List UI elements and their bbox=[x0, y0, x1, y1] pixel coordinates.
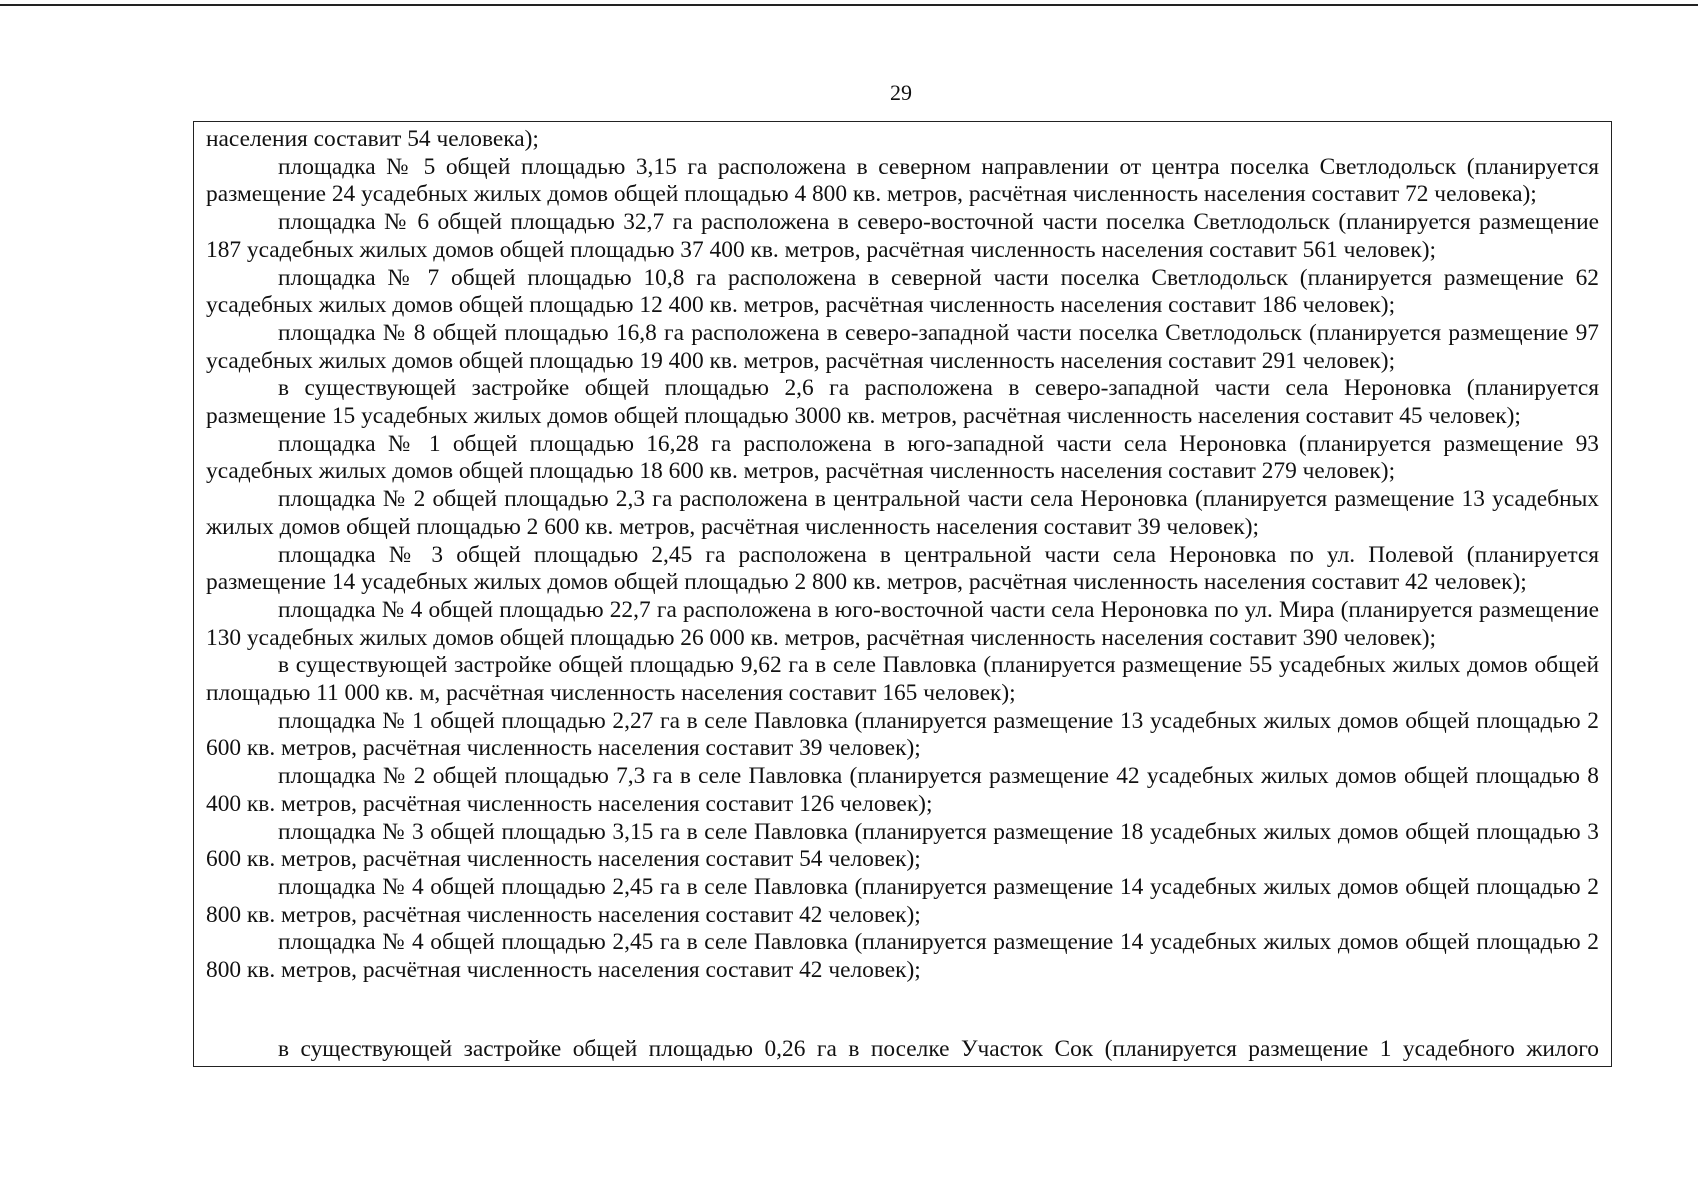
paragraph: площадка № 4 общей площадью 2,45 га в селе Павловка (планируется размещение 14 усадебных жилых домов общей площадью 2 800 кв. метров, расчётная численность населения составит 42 человек); bbox=[206, 873, 1599, 928]
paragraph: населения составит 54 человека); bbox=[206, 126, 539, 152]
paragraph-continued: в существующей застройке общей площадью 0,26 га в поселке Участок Сок (планируется размещение 1 усадебного жилого bbox=[278, 1036, 1599, 1063]
paragraph: в существующей застройке общей площадью 9,62 га в селе Павловка (планируется размещение 55 усадебных жилых домов общей площадью 11 000 кв. м, расчётная численность населения составит 165 человек); bbox=[206, 652, 1599, 707]
page-number: 29 bbox=[890, 80, 912, 105]
paragraph: площадка № 6 общей площадью 32,7 га расположена в северо-восточной части поселка Светлодольск (планируется размещение 187 усадебных жилых домов общей площадью 37 400 кв. метров, расчётная численность населения составит 561 человек); bbox=[206, 209, 1599, 263]
paragraph: площадка № 3 общей площадью 3,15 га в селе Павловка (планируется размещение 18 усадебных жилых домов общей площадью 3 600 кв. метров, расчётная численность населения составит 54 человек); bbox=[206, 818, 1599, 873]
paragraph: в существующей застройке общей площадью 2,6 га расположена в северо-западной части села Нероновка (планируется размещение 15 усадебных жилых домов общей площадью 3000 кв. метров, расчётная численность населения составит 45 человек); bbox=[206, 375, 1599, 430]
paragraph: площадка № 7 общей площадью 10,8 га расположена в северной части поселка Светлодольск (планируется размещение 62 усадебных жилых домов общей площадью 12 400 кв. метров, расчётная численность населения составит 186 человек); bbox=[206, 264, 1599, 319]
text-block bbox=[206, 126, 1599, 985]
paragraph: площадка № 8 общей площадью 16,8 га расположена в северо-западной части поселка Светлодольск (планируется размещение 97 усадебных жилых домов общей площадью 19 400 кв. метров, расчётная численность населения составит 291 человек); bbox=[206, 319, 1599, 374]
text-frame bbox=[193, 121, 1612, 1067]
paragraph: площадка № 1 общей площадью 2,27 га в селе Павловка (планируется размещение 13 усадебных жилых домов общей площадью 2 600 кв. метров, расчётная численность населения составит 39 человек); bbox=[206, 707, 1599, 762]
paragraph: площадка № 5 общей площадью 3,15 га расположена в северном направлении от центра поселка Светлодольск (планируется размещение 24 усадебных жилых домов общей площадью 4 800 кв. метров, расчётная численность населения составит 72 человека); bbox=[206, 153, 1599, 208]
paragraph: площадка № 4 общей площадью 22,7 га расположена в юго-восточной части села Нероновка по ул. Мира (планируется размещение 130 усадебных жилых домов общей площадью 26 000 кв. метров, расчётная численность населения составит 390 человек); bbox=[206, 596, 1599, 651]
paragraph: площадка № 2 общей площадью 2,3 га расположена в центральной части села Нероновка (планируется размещение 13 усадебных жилых домов общей площадью 2 600 кв. метров, расчётная численность населения составит 39 человек); bbox=[206, 486, 1599, 540]
top-rule bbox=[0, 4, 1698, 6]
paragraph: площадка № 3 общей площадью 2,45 га расположена в центральной части села Нероновка по ул. Полевой (планируется размещение 14 усадебных жилых домов общей площадью 2 800 кв. метров, расчётная численность населения составит 42 человек); bbox=[206, 541, 1599, 596]
paragraph: площадка № 2 общей площадью 7,3 га в селе Павловка (планируется размещение 42 усадебных жилых домов общей площадью 8 400 кв. метров, расчётная численность населения составит 126 человек); bbox=[206, 763, 1599, 817]
paragraph: площадка № 4 общей площадью 2,45 га в селе Павловка (планируется размещение 14 усадебных жилых домов общей площадью 2 800 кв. метров, расчётная численность населения составит 42 человек); bbox=[206, 929, 1599, 984]
paragraph: площадка № 1 общей площадью 16,28 га расположена в юго-западной части села Нероновка (планируется размещение 93 усадебных жилых домов общей площадью 18 600 кв. метров, расчётная численность населения составит 279 человек); bbox=[206, 430, 1599, 485]
